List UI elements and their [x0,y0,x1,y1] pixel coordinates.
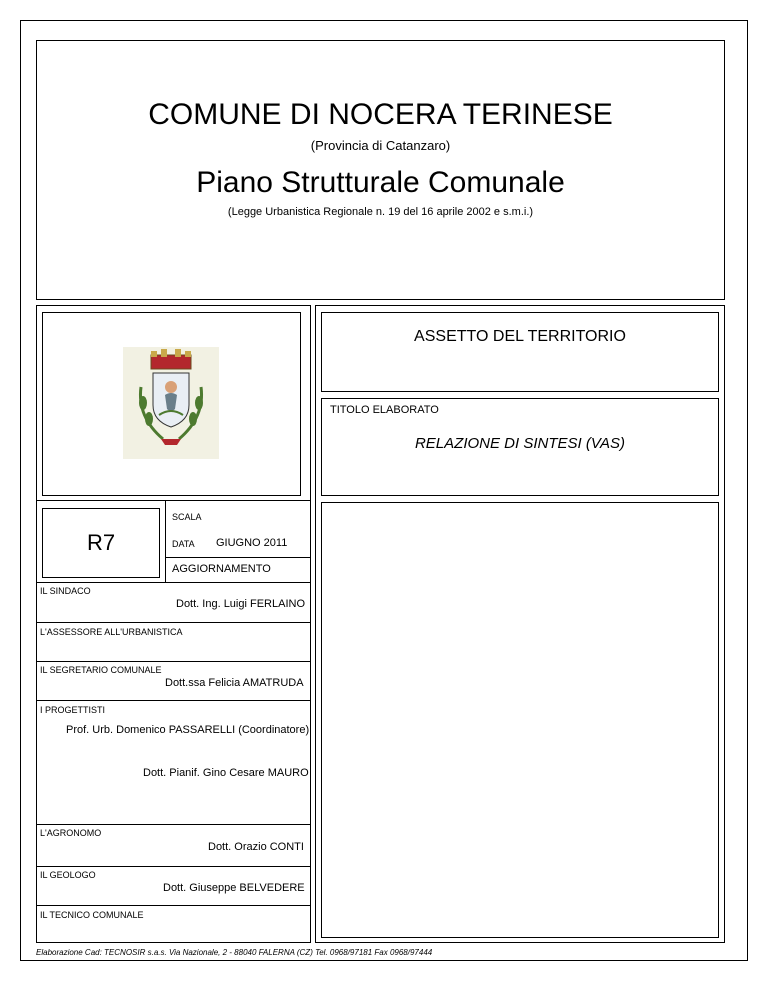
aggiornamento-label: AGGIORNAMENTO [172,563,271,575]
sindaco-name: Dott. Ing. Luigi FERLAINO [176,598,305,610]
content-box [321,502,719,938]
divider-agronomo [36,824,311,825]
assetto-title: ASSETTO DEL TERRITORIO [414,328,626,345]
divider-scala [36,500,311,501]
titolo-value: RELAZIONE DI SINTESI (VAS) [414,435,626,452]
assetto-box [321,312,719,392]
agronomo-name: Dott. Orazio CONTI [208,841,304,853]
crest-emblem-icon [123,347,219,459]
sindaco-label: IL SINDACO [40,586,91,596]
segretario-name: Dott.ssa Felicia AMATRUDA [165,677,304,689]
divider-tecnico [36,905,311,906]
code-divider [165,500,166,582]
comune-title: COMUNE DI NOCERA TERINESE [148,98,613,131]
data-label: DATA [172,539,195,549]
titolo-label: TITOLO ELABORATO [330,404,439,416]
divider-segretario [36,661,311,662]
piano-title: Piano Strutturale Comunale [196,166,565,199]
legge-subtitle: (Legge Urbanistica Regionale n. 19 del 16 aprile 2002 e s.m.i.) [227,206,534,218]
divider-geologo [36,866,311,867]
segretario-label: IL SEGRETARIO COMUNALE [40,665,162,675]
geologo-name: Dott. Giuseppe BELVEDERE [163,882,305,894]
geologo-label: IL GEOLOGO [40,870,96,880]
scala-label: SCALA [172,512,202,522]
agronomo-label: L'AGRONOMO [40,828,102,838]
divider-progettisti [36,700,311,701]
progettista-2: Dott. Pianif. Gino Cesare MAURO [143,767,309,779]
footer-credit: Elaborazione Cad: TECNOSIR s.a.s. Via Nazionale, 2 - 88040 FALERNA (CZ) Tel. 0968/97181 Fax 0968/97444 [36,948,433,957]
tecnico-label: IL TECNICO COMUNALE [40,910,144,920]
divider-sindaco [36,582,311,583]
data-value: GIUGNO 2011 [216,537,288,549]
provincia-subtitle: (Provincia di Catanzaro) [310,138,451,153]
divider-aggiornamento [165,557,311,558]
divider-assessore [36,622,311,623]
code-label: R7 [86,530,116,555]
progettista-1: Prof. Urb. Domenico PASSARELLI (Coordinatore) [66,724,310,736]
assessore-label: L'ASSESSORE ALL'URBANISTICA [40,627,183,637]
progettisti-label: I PROGETTISTI [40,705,106,715]
